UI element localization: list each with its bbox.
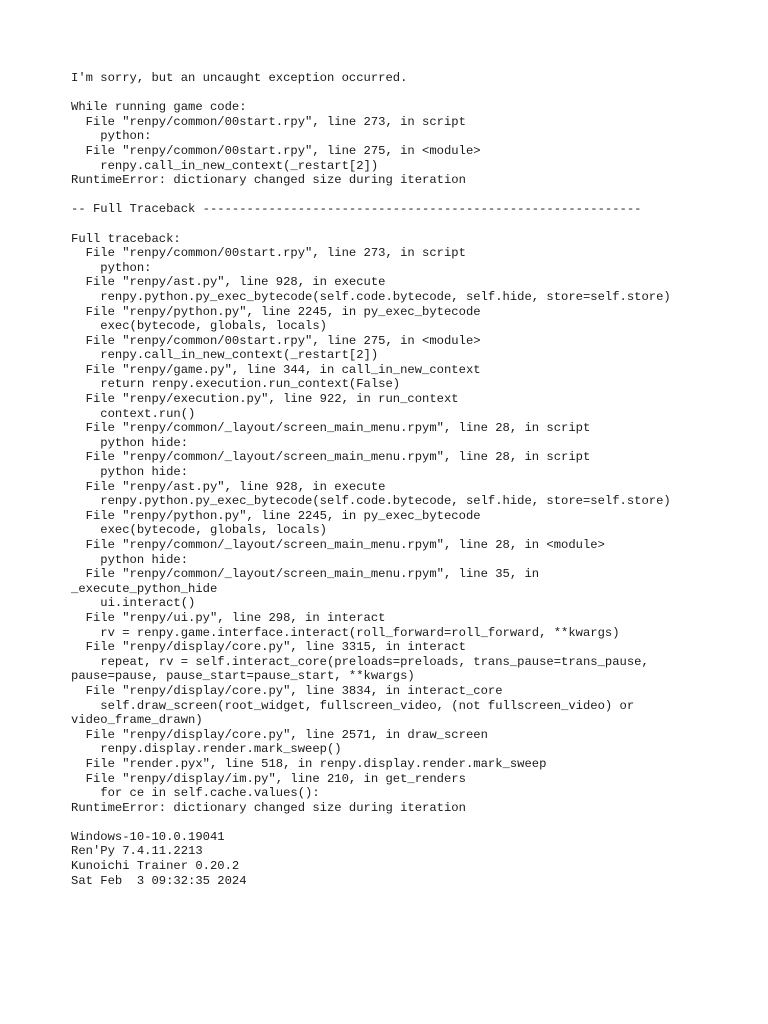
traceback-line: python hide: [71,552,189,567]
traceback-line: Kunoichi Trainer 0.20.2 [71,859,240,874]
traceback-line [71,188,751,203]
traceback-line: File "renpy/game.py", line 344, in call_in_new_context [71,362,481,377]
traceback-line: File "renpy/python.py", line 2245, in py_exec_bytecode [71,304,481,319]
traceback-line: File "renpy/display/core.py", line 2571, in draw_screen [71,727,488,742]
traceback-document [71,71,751,888]
traceback-line: exec(bytecode, globals, locals) [71,319,327,334]
traceback-line: File "renpy/display/core.py", line 3834, in interact_core [71,683,503,698]
traceback-line: File "renpy/common/_layout/screen_main_menu.rpym", line 28, in script [71,421,591,436]
traceback-line: RuntimeError: dictionary changed size during iteration [71,173,466,188]
traceback-line: File "renpy/ast.py", line 928, in execute [71,275,386,290]
traceback-line: python: [71,260,152,275]
traceback-line: return renpy.execution.run_context(False) [71,377,401,392]
traceback-line: File "renpy/common/_layout/screen_main_menu.rpym", line 28, in <module> [71,538,605,552]
traceback-line: repeat, rv = self.interact_core(preloads=preloads, trans_pause=trans_pause, [71,654,649,669]
traceback-line: video_frame_drawn) [71,713,203,728]
traceback-line: python hide: [71,465,189,480]
traceback-line: File "renpy/common/00start.rpy", line 275, in <module> [71,333,481,348]
traceback-line: python: [71,129,152,144]
traceback-line: Sat Feb 3 09:32:35 2024 [71,873,247,888]
traceback-line [71,217,751,232]
traceback-line: File "renpy/common/00start.rpy", line 275, in <module> [71,143,481,158]
traceback-line: python hide: [71,435,189,450]
traceback-line: File "renpy/common/00start.rpy", line 273, in script [71,246,466,261]
traceback-line: renpy.python.py_exec_bytecode(self.code.bytecode, self.hide, store=self.store) [71,494,671,509]
traceback-line: I'm sorry, but an uncaught exception occurred. [71,71,408,85]
traceback-line: Full traceback: [71,231,181,246]
traceback-line: File "renpy/execution.py", line 922, in run_context [71,392,459,407]
traceback-line: _execute_python_hide [71,581,218,596]
traceback-line: File "renpy/ast.py", line 928, in execute [71,479,386,494]
traceback-line: -- Full Traceback ------------------------------------------------------------ [71,202,642,217]
traceback-line: File "renpy/common/00start.rpy", line 273, in script [71,114,466,129]
traceback-line: File "renpy/display/im.py", line 210, in get_renders [71,771,466,786]
traceback-line: renpy.python.py_exec_bytecode(self.code.bytecode, self.hide, store=self.store) [71,289,671,304]
traceback-line: Ren'Py 7.4.11.2213 [71,844,203,859]
traceback-line: File "renpy/common/_layout/screen_main_menu.rpym", line 28, in script [71,450,591,465]
traceback-line [71,815,751,830]
traceback-line: renpy.display.render.mark_sweep() [71,742,342,757]
traceback-line: rv = renpy.game.interface.interact(roll_forward=roll_forward, **kwargs) [71,625,620,640]
traceback-line: RuntimeError: dictionary changed size during iteration [71,800,466,815]
traceback-line: for ce in self.cache.values(): [71,786,320,801]
traceback-line: self.draw_screen(root_widget, fullscreen_video, (not fullscreen_video) or [71,698,635,713]
traceback-line: Windows-10-10.0.19041 [71,829,225,844]
traceback-line: File "render.pyx", line 518, in renpy.display.render.mark_sweep [71,756,547,771]
traceback-line: File "renpy/ui.py", line 298, in interact [71,610,386,625]
traceback-line: While running game code: [71,100,247,115]
traceback-line: ui.interact() [71,596,196,611]
traceback-line: File "renpy/python.py", line 2245, in py_exec_bytecode [71,508,481,523]
traceback-line: context.run() [71,406,196,421]
traceback-line: exec(bytecode, globals, locals) [71,523,327,538]
traceback-text [71,71,751,888]
traceback-line: renpy.call_in_new_context(_restart[2]) [71,348,379,363]
traceback-line: File "renpy/display/core.py", line 3315, in interact [71,640,466,655]
traceback-line: renpy.call_in_new_context(_restart[2]) [71,158,379,173]
traceback-line: File "renpy/common/_layout/screen_main_menu.rpym", line 35, in [71,567,540,582]
traceback-line: pause=pause, pause_start=pause_start, **kwargs) [71,669,415,684]
traceback-line [71,86,751,101]
